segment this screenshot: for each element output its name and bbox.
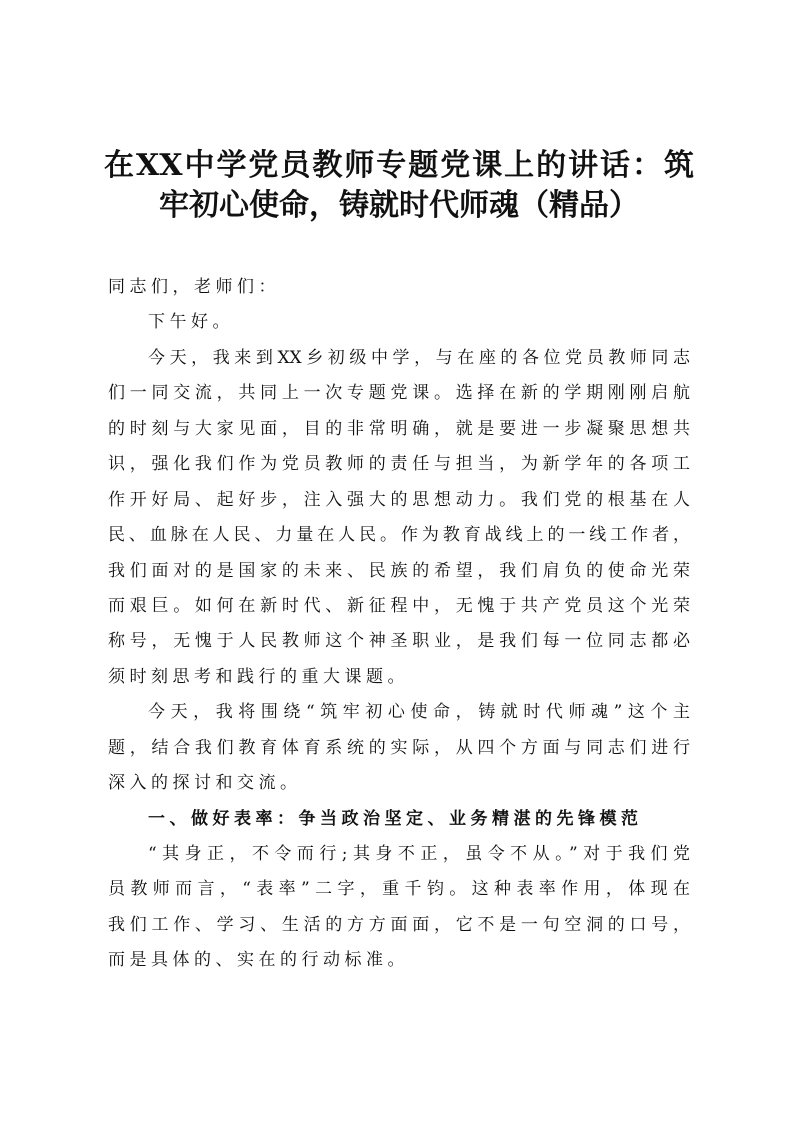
paragraph <box>108 695 690 801</box>
section-heading <box>108 802 690 837</box>
text-line: 深入的探讨和交流。 <box>108 773 302 794</box>
title-line: 在XX中学党员教师专题党课上的讲话：筑 <box>104 148 694 183</box>
document-body <box>108 270 690 979</box>
paragraph <box>108 837 690 979</box>
text-line: 同志们，老师们： <box>108 277 280 297</box>
text-line: 作开好局、起好步，注入强大的思想动力。我们党的根基在人 <box>108 489 690 510</box>
text-line: 识，强化我们作为党员教师的责任与担当，为新学年的各项工 <box>108 454 690 475</box>
greeting <box>108 270 690 305</box>
title-line: 牢初心使命，铸就时代师魂（精品） <box>159 188 639 223</box>
text-line: 须时刻思考和践行的重大课题。 <box>108 666 409 687</box>
text-line: 而是具体的、实在的行动标准。 <box>108 950 409 971</box>
text-line: 我们面对的是国家的未来、民族的希望，我们肩负的使命光荣 <box>108 560 690 581</box>
text-line: 称号，无愧于人民教师这个神圣职业，是我们每一位同志都必 <box>108 631 690 652</box>
text-line: 今天，我来到XX乡初级中学，与在座的各位党员教师同志 <box>148 347 690 368</box>
text-line: 下午好。 <box>148 312 234 333</box>
text-line: 一、做好表率：争当政治坚定、业务精湛的先锋模范 <box>148 808 643 829</box>
text-line: 民、血脉在人民、力量在人民。作为教育战线上的一线工作者， <box>108 525 690 546</box>
text-line: 今天，我将围绕“筑牢初心使命，铸就时代师魂”这个主 <box>148 702 690 723</box>
text-line: 题，结合我们教育体育系统的实际，从四个方面与同志们进行 <box>108 737 690 758</box>
document-title <box>104 146 694 226</box>
paragraph <box>108 305 690 340</box>
text-line: 的时刻与大家见面，目的非常明确，就是要进一步凝聚思想共 <box>108 418 690 439</box>
text-line: 我们工作、学习、生活的方方面面，它不是一句空洞的口号， <box>108 914 690 935</box>
text-line: 员教师而言，“表率”二字，重千钧。这种表率作用，体现在 <box>108 879 690 900</box>
text-line: 们一同交流，共同上一次专题党课。选择在新的学期刚刚启航 <box>108 383 690 404</box>
text-line: 而艰巨。如何在新时代、新征程中，无愧于共产党员这个光荣 <box>108 595 690 616</box>
text-line: “其身正，不令而行;其身不正，虽令不从。”对于我们党 <box>148 844 690 864</box>
paragraph <box>108 341 690 695</box>
